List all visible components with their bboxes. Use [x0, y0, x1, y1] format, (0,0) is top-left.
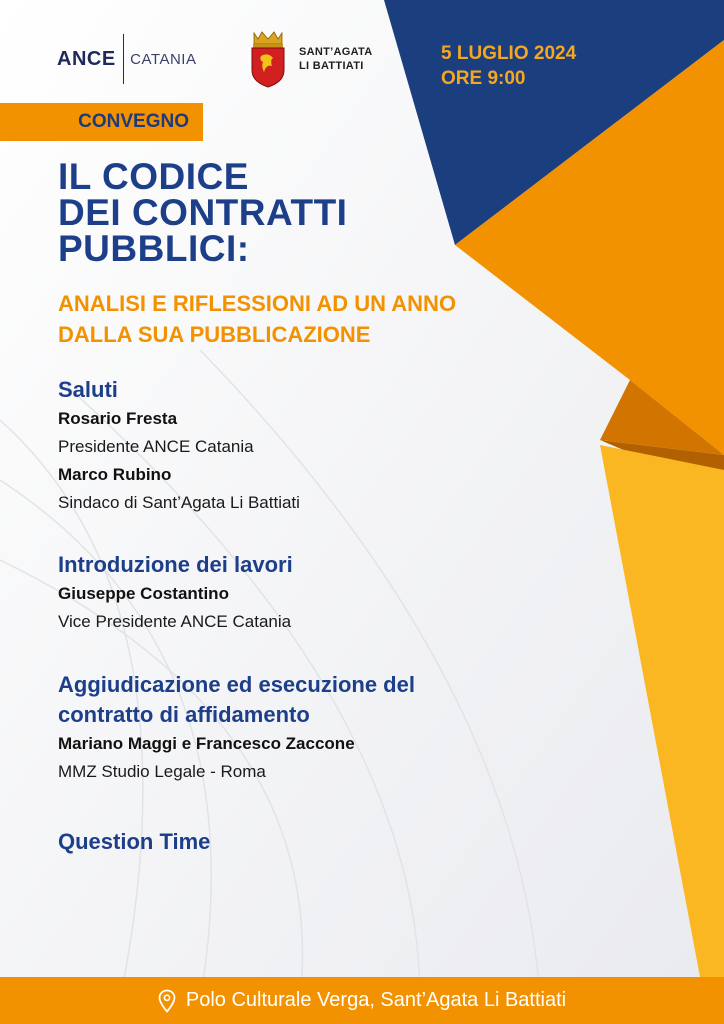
- location-footer: [0, 977, 724, 1024]
- subtitle-line-2: DALLA SUA PUBBLICAZIONE: [58, 322, 371, 347]
- section-heading-line-1: Aggiudicazione ed esecuzione del: [58, 672, 415, 697]
- event-time: ORE 9:00: [441, 68, 526, 89]
- speaker-role: Presidente ANCE Catania: [58, 437, 254, 456]
- speaker-role: Vice Presidente ANCE Catania: [58, 612, 292, 631]
- speaker-role: MMZ Studio Legale - Roma: [58, 762, 266, 781]
- event-subtitle: [58, 288, 456, 350]
- event-date: 5 LUGLIO 2024: [441, 43, 577, 64]
- section-heading-line-2: contratto di affidamento: [58, 702, 310, 727]
- location-pin-icon: [158, 989, 176, 1013]
- program-section-aggiudicazione: [58, 670, 415, 786]
- ance-catania-logo: [57, 32, 196, 86]
- title-line-3: PUBBLICI:: [58, 228, 250, 269]
- title-line-2: DEI CONTRATTI: [58, 192, 348, 233]
- speaker-role: Sindaco di Sant’Agata Li Battiati: [58, 493, 300, 512]
- section-heading: [58, 670, 415, 730]
- section-heading: Introduzione dei lavori: [58, 552, 293, 577]
- municipality-line-1: SANT’AGATA: [299, 46, 373, 58]
- logo-divider: [123, 34, 125, 84]
- program-section-saluti: [58, 375, 300, 517]
- speaker-name: Mariano Maggi e Francesco Zaccone: [58, 734, 355, 753]
- section-heading: Saluti: [58, 377, 118, 402]
- program-section-introduzione: [58, 550, 293, 636]
- program-section-question-time: [58, 827, 210, 857]
- event-title: [58, 156, 348, 269]
- subtitle-line-1: ANALISI E RIFLESSIONI AD UN ANNO: [58, 291, 457, 316]
- speaker-name: Marco Rubino: [58, 465, 172, 484]
- location-text: Polo Culturale Verga, Sant’Agata Li Battiati: [185, 989, 567, 1011]
- city-crest-icon: [248, 30, 288, 88]
- title-line-1: IL CODICE: [58, 156, 249, 197]
- ance-logo-city: CATANIA: [130, 50, 197, 68]
- ance-logo-word: ANCE: [57, 47, 116, 70]
- speaker-name: Giuseppe Costantino: [58, 584, 229, 603]
- municipality-line-2: LI BATTIATI: [299, 60, 364, 72]
- section-heading: Question Time: [58, 829, 211, 854]
- speaker-name: Rosario Fresta: [58, 409, 178, 428]
- municipality-name: [299, 45, 372, 73]
- event-type-tag: CONVEGNO: [0, 103, 203, 141]
- event-date-block: [441, 41, 576, 91]
